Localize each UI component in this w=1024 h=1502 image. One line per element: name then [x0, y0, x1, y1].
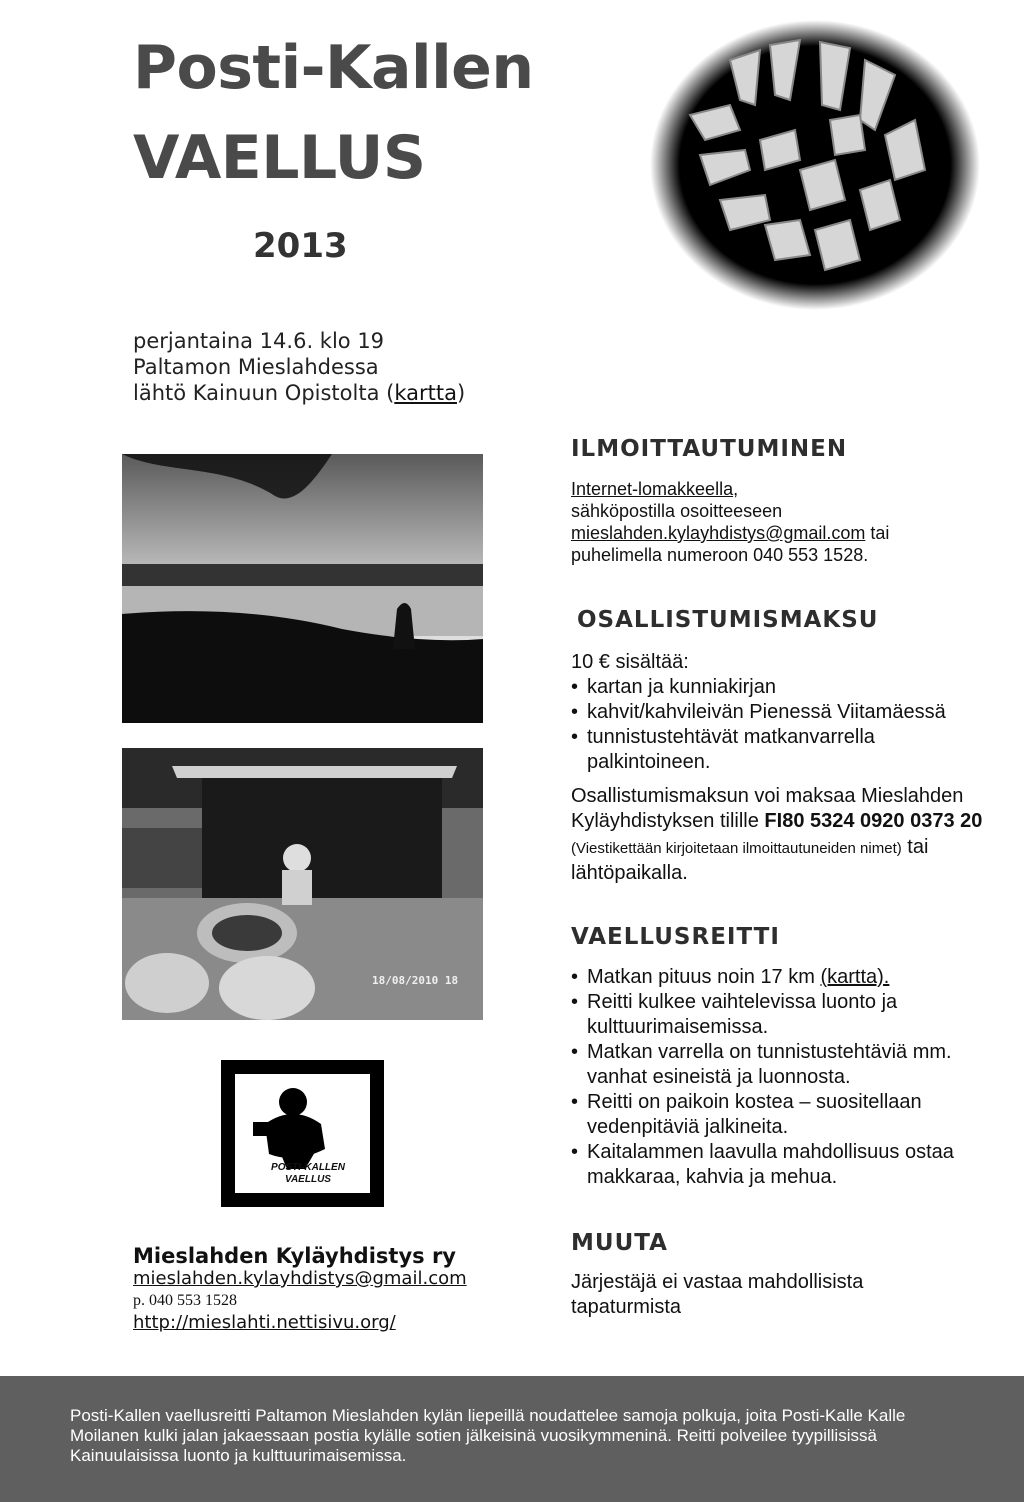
route-length-text: Matkan pituus noin 17 km [587, 966, 821, 988]
route-item: • Reitti on paikoin kostea – suositellaan vedenpitäviä jalkineita. [571, 1090, 977, 1140]
route-items-list [571, 965, 991, 1190]
footer-text: Posti-Kallen vaellusreitti Paltamon Mieslahden kylän liepeillä noudattelee samoja polkuja, joita Posti-Kalle Kalle Moilanen kulki jalan jakaessaan postia kylälle sotien jälkeisinä vuosikymmeninä. Reitti polveilee tyypillisissä Kainuulaisissa luonto ja kulttuurimaisemissa. [70, 1406, 906, 1465]
start-place-text: lähtö Kainuun Opistolta ( [133, 381, 395, 405]
fee-item: • tunnistustehtävät matkanvarrella palkintoineen. [571, 725, 917, 775]
title-line-2: VAELLUS [133, 123, 426, 193]
fee-payment-info [571, 784, 1011, 886]
fee-item: • kartan ja kunniakirjan [571, 675, 1011, 700]
route-item: • Reitti kulkee vaihtelevissa luonto ja kulttuurimaisemissa. [571, 990, 957, 1040]
shelter-photo [122, 748, 483, 1020]
payment-note: (Viestikettään kirjoitetaan ilmoittautuneiden nimet) [571, 840, 902, 857]
bank-account: FI80 5324 0920 0373 20 [764, 810, 983, 832]
registration-heading: ILMOITTAUTUMINEN [571, 436, 848, 462]
route-item: • Matkan varrella on tunnistustehtäviä mm. vanhat esineistä ja luonnosta. [571, 1040, 991, 1090]
fee-intro: 10 € sisältää: [571, 651, 689, 673]
footer-band [0, 1376, 1024, 1502]
registration-email-link[interactable]: mieslahden.kylayhdistys@gmail.com [571, 523, 866, 543]
organization-contact [133, 1244, 553, 1334]
start-map-link[interactable]: kartta [394, 381, 457, 405]
event-location: Paltamon Mieslahdessa [133, 355, 379, 379]
other-heading: MUUTA [571, 1230, 668, 1256]
organization-website-link[interactable]: http://mieslahti.nettisivu.org/ [133, 1312, 396, 1333]
payment-text: Osallistumismaksun voi maksaa Mieslahden Kyläyhdistyksen tilille [571, 785, 964, 832]
fee-section [571, 650, 1011, 886]
hike-logo [221, 1060, 384, 1207]
registration-email-text: sähköpostilla osoitteeseen [571, 501, 783, 521]
lake-photo [122, 454, 483, 723]
fee-item: • kahvit/kahvileivän Pienessä Viitamäessä [571, 700, 1011, 725]
payment-tail: tai lähtöpaikalla. [571, 836, 929, 884]
start-place-close: ) [456, 381, 466, 405]
organization-email-link[interactable]: mieslahden.kylayhdistys@gmail.com [133, 1268, 467, 1289]
event-details [133, 328, 553, 406]
route-item: • Kaitalammen laavulla mahdollisuus ostaa makkaraa, kahvia ja mehua. [571, 1140, 991, 1190]
route-heading: VAELLUSREITTI [571, 924, 780, 950]
fee-heading: OSALLISTUMISMAKSU [577, 607, 879, 633]
route-section [571, 965, 991, 1190]
photo-timestamp: 18/08/2010 18 [372, 974, 459, 987]
pine-cone-image [650, 20, 980, 310]
route-item-length [571, 965, 991, 990]
other-text: Järjestäjä ei vastaa mahdollisista tapaturmista [571, 1271, 864, 1318]
registration-phone: puhelimella numeroon 040 553 1528. [571, 545, 869, 565]
event-start-place [133, 380, 553, 406]
organization-phone: p. 040 553 1528 [133, 1292, 237, 1309]
registration-form-link[interactable]: Internet-lomakkeella [571, 479, 734, 499]
title-line-1: Posti-Kallen [133, 33, 534, 103]
logo-text-line-2: VAELLUS [285, 1174, 331, 1185]
email-suffix: tai [865, 523, 890, 543]
form-link-suffix: , [733, 479, 739, 499]
registration-section [571, 478, 951, 566]
logo-text-line-1: POSTI-KALLEN [271, 1162, 345, 1173]
route-map-link[interactable]: (kartta). [820, 966, 890, 988]
event-date: perjantaina 14.6. klo 19 [133, 329, 385, 353]
organization-name: Mieslahden Kyläyhdistys ry [133, 1244, 456, 1268]
fee-items-list [571, 675, 1011, 775]
event-year: 2013 [253, 226, 348, 266]
